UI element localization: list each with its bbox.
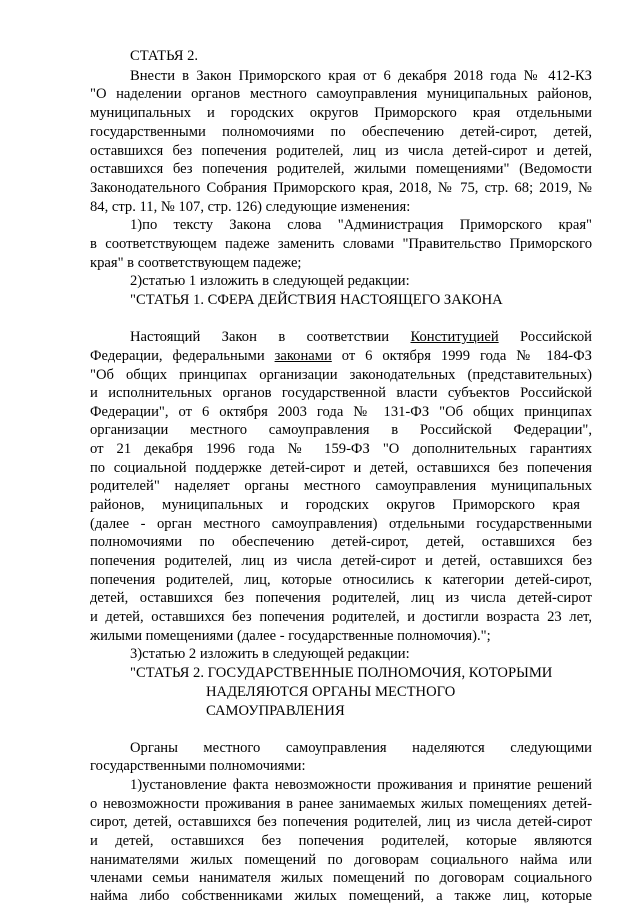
intro-line: 84, стр. 11, № 107, стр. 126) следующие изменения:: [90, 199, 411, 215]
article-2-line: членами семьи нанимателя жилых помещений по договорам социального: [90, 870, 592, 886]
article-2-title: "СТАТЬЯ 2. ГОСУДАРСТВЕННЫЕ ПОЛНОМОЧИЯ, КОТОРЫМИ: [130, 665, 553, 681]
article-1-line: по социальной поддержке детей-сирот и детей, оставшихся без попечения: [90, 460, 592, 476]
item-2-line: 2)статью 1 изложить в следующей редакции:: [130, 273, 410, 289]
article-2-line: государственными полномочиями:: [90, 758, 306, 774]
intro-line: государственными полномочиями по обеспечению детей-сирот, детей,: [90, 124, 592, 140]
article-1-title: "СТАТЬЯ 1. СФЕРА ДЕЙСТВИЯ НАСТОЯЩЕГО ЗАКОНА: [130, 292, 503, 308]
intro-line: оставшихся без попечения родителей, жилыми помещениями" (Ведомости: [90, 161, 592, 177]
item-1-line: в соответствующем падеже заменить словами "Правительство Приморского: [90, 236, 592, 252]
article-1-line: попечения родителей, лиц, которые относились к категории детей-сирот,: [90, 572, 592, 588]
article-1-line: полномочиями по обеспечению детей-сирот, детей, оставшихся без: [90, 534, 592, 550]
article-1-line: Федерации", от 6 октября 2003 года № 131-ФЗ "Об общих принципах: [90, 404, 592, 420]
article-2-line: нанимателями жилых помещений по договорам социального найма или: [90, 852, 592, 868]
article-1-line: и исполнительных органов государственной власти субъектов Российской: [90, 385, 592, 401]
article-2-line: и детей, оставшихся без попечения родителей, которые являются: [90, 833, 592, 849]
item-1-line: края" в соответствующем падеже;: [90, 255, 302, 271]
article-1-line: "Об общих принципах организации законодательных (представительных): [90, 367, 592, 383]
intro-line: Законодательного Собрания Приморского края, 2018, № 75, стр. 68; 2019, №: [90, 180, 592, 196]
article-1-line: районов, муниципальных и городских округов Приморского края: [90, 497, 580, 513]
article-2-line: 1)установление факта невозможности проживания и принятие решений: [130, 777, 592, 793]
article-1-line: родителей" наделяет органы местного самоуправления муниципальных: [90, 478, 592, 494]
article-1-line: от 21 декабря 1996 года № 159-ФЗ "О дополнительных гарантиях: [90, 441, 592, 457]
article-1-line: организации местного самоуправления в Российской Федерации",: [90, 422, 592, 438]
article-1-line: детей, оставшихся без попечения родителей, лиц из числа детей-сирот: [90, 590, 592, 606]
article-1-line: (далее - орган местного самоуправления) отдельными государственными: [90, 516, 592, 532]
article-2-title: НАДЕЛЯЮТСЯ ОРГАНЫ МЕСТНОГО: [206, 684, 456, 700]
intro-line: оставшихся без попечения родителей, лиц из числа детей-сирот и детей,: [90, 143, 592, 159]
article-2-line: найма либо собственниками жилых помещений, а также лиц, которые: [90, 888, 592, 904]
article-2-line: Органы местного самоуправления наделяются следующими: [130, 740, 592, 756]
constitution-link[interactable]: Конституцией: [410, 329, 499, 345]
article-1-line: попечения родителей, лиц из числа детей-сирот и детей, оставшихся без: [90, 553, 592, 569]
article-heading: СТАТЬЯ 2.: [130, 48, 199, 64]
item-1-line: 1)по тексту Закона слова "Администрация Приморского края": [130, 217, 592, 233]
article-2-title: САМОУПРАВЛЕНИЯ: [206, 703, 345, 719]
intro-line: "О наделении органов местного самоуправления муниципальных районов,: [90, 86, 592, 102]
federal-laws-link[interactable]: законами: [274, 348, 332, 364]
article-1-line: и детей, оставшихся без попечения родителей, и достигли возраста 23 лет,: [90, 609, 592, 625]
intro-line: Внести в Закон Приморского края от 6 декабря 2018 года № 412-КЗ: [130, 68, 592, 84]
intro-line: муниципальных и городских округов Приморского края отдельными: [90, 105, 592, 121]
article-1-line: Настоящий Закон в соответствии Конституцией Российской: [130, 329, 592, 345]
article-2-line: о невозможности проживания в ранее занимаемых жилых помещениях детей-: [90, 796, 592, 812]
article-2-line: сирот, детей, оставшихся без попечения родителей, лиц из числа детей-сирот: [90, 814, 592, 830]
article-1-line: Федерации, федеральными законами от 6 октября 1999 года № 184-ФЗ: [90, 348, 592, 364]
item-3-line: 3)статью 2 изложить в следующей редакции:: [130, 646, 410, 662]
article-1-line: жилыми помещениями (далее - государственные полномочия).";: [90, 628, 491, 644]
